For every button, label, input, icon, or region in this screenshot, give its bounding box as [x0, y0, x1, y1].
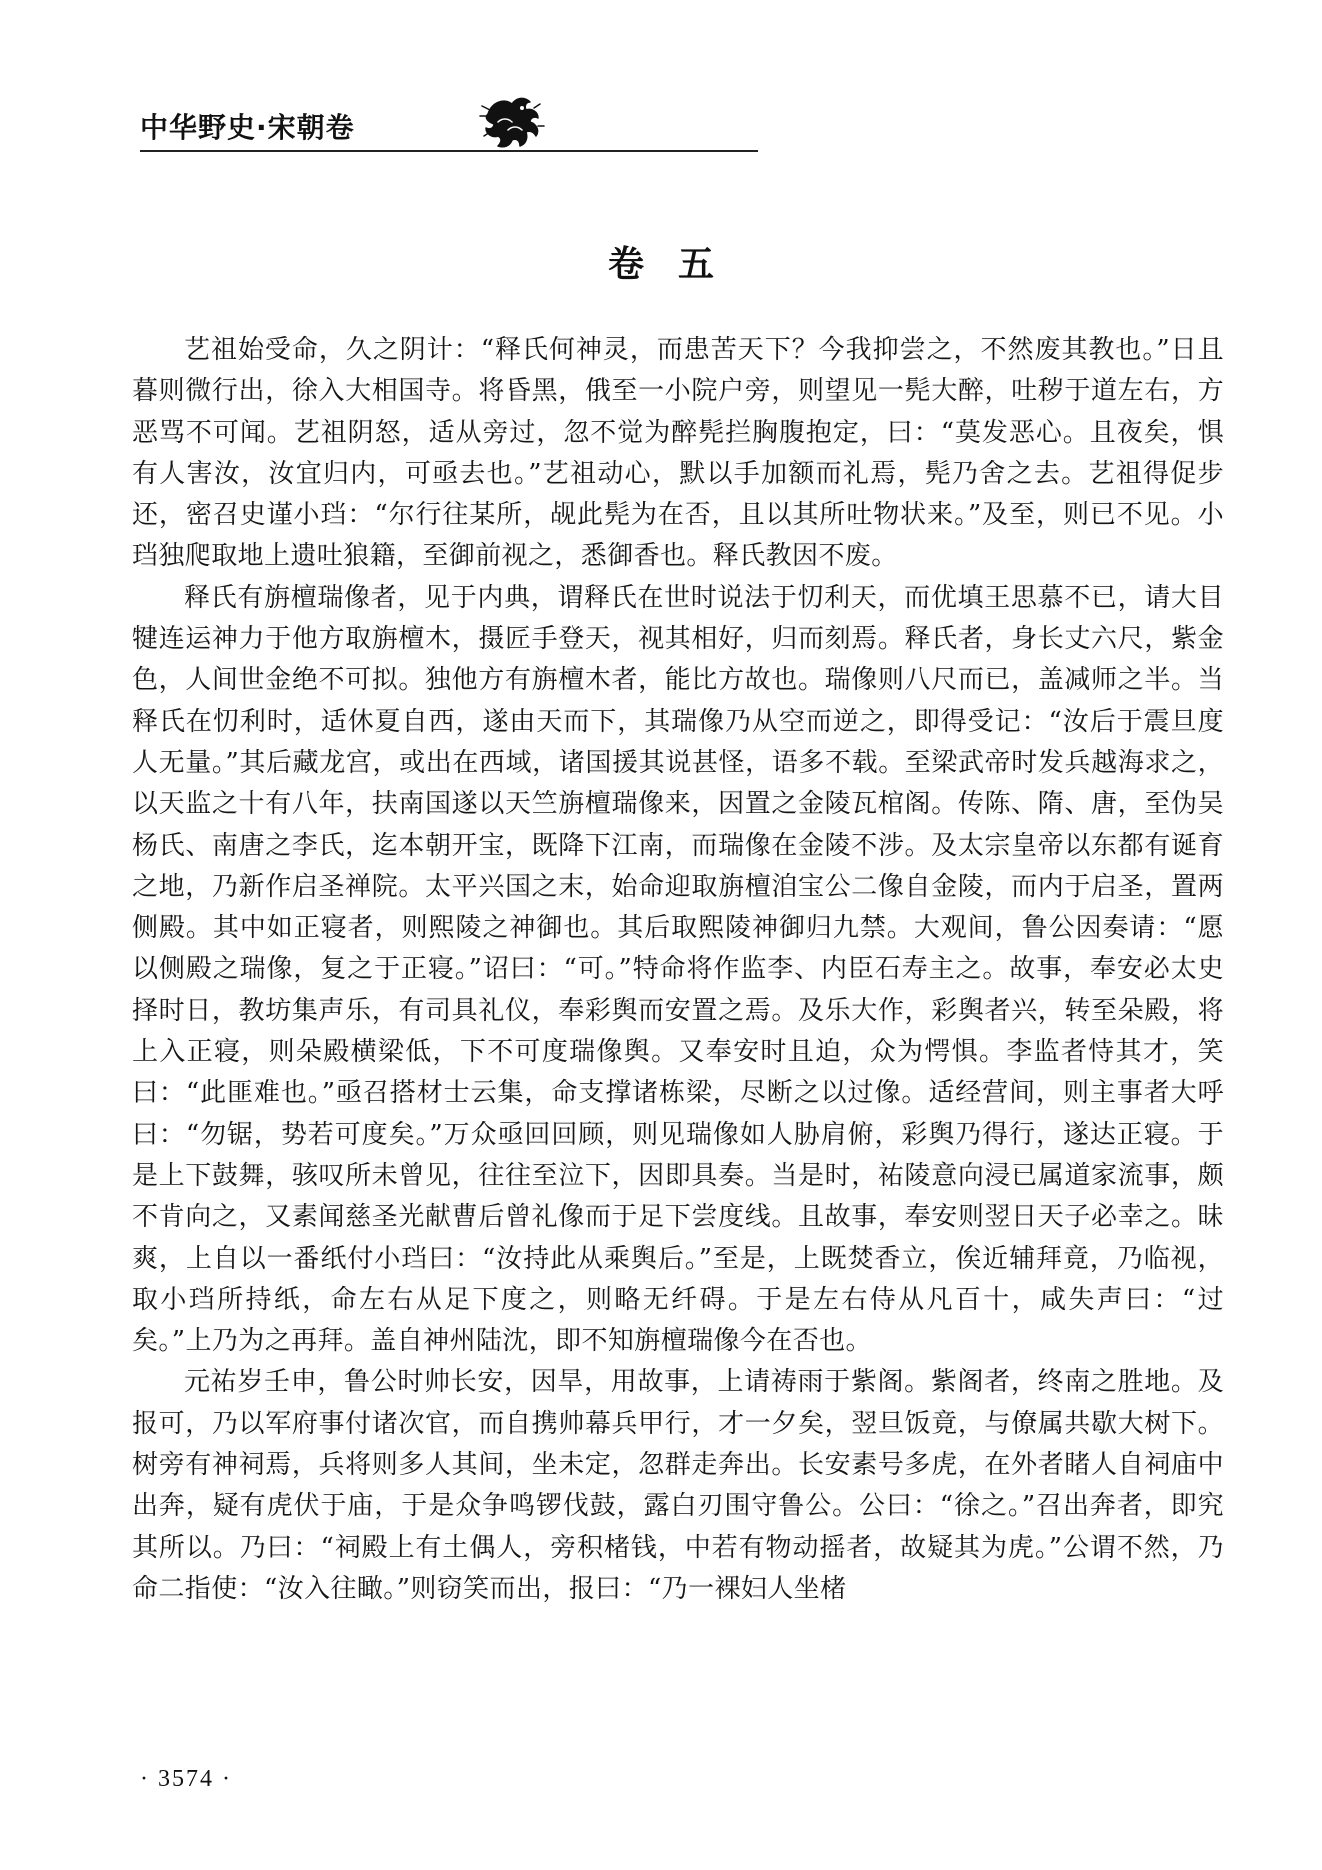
paragraph: 艺祖始受命，久之阴计：“释氏何神灵，而患苦天下？今我抑尝之，不然废其教也。”日且暮则微行出，徐入大相国寺。将昏黑，俄至一小院户旁，则望见一髡大醉，吐秽于道左右，方恶骂不可闻。艺祖阴怒，适从旁过，忽不觉为醉髡拦胸腹抱定，曰：“莫发恶心。且夜矣，惧有人害汝，汝宜归内，可亟去也。”艺祖动心，默以手加额而礼焉，髡乃舍之去。艺祖得促步还，密召史谨小珰：“尔行往某所，觇此髡为在否，且以其所吐物状来。”及至，则已不见。小珰独爬取地上遗吐狼籍，至御前视之，悉御香也。释氏教因不废。 [132, 335, 1224, 572]
paragraph: 元祐岁壬申，鲁公时帅长安，因旱，用故事，上请祷雨于紫阁。紫阁者，终南之胜地。及报可，乃以军府事付诸次官，而自携帅幕兵甲行，才一夕矣，翌旦饭竟，与僚属共歇大树下。树旁有神祠焉，兵将则多人其间，坐未定，忽群走奔出。长安素号多虎，在外者睹人自祠庙中出奔，疑有虎伏于庙，于是众争鸣锣伐鼓，露白刃围守鲁公。公曰：“徐之。”召出奔者，即究其所以。乃曰：“祠殿上有土偶人，旁积楮钱，中若有物动摇者，故疑其为虎。”公谓不然，乃命二指使：“汝入往瞰。”则窃笑而出，报曰：“乃一裸妇人坐楮 [132, 1367, 1224, 1604]
running-title: 中华野史·宋朝卷 [140, 111, 355, 144]
header-rule [140, 150, 758, 152]
dragon-emblem-icon [478, 92, 548, 152]
body-text [132, 330, 1224, 1610]
running-header [140, 92, 780, 154]
page-number: · 3574 · [140, 1766, 232, 1792]
paragraph: 释氏有旃檀瑞像者，见于内典，谓释氏在世时说法于忉利天，而优填王思慕不已，请大目犍连运神力于他方取旃檀木，摄匠手登天，视其相好，归而刻焉。释氏者，身长丈六尺，紫金色，人间世金绝不可拟。独他方有旃檀木者，能比方故也。瑞像则八尺而已，盖减师之半。当释氏在忉利时，适休夏自西，遂由天而下，其瑞像乃从空而逆之，即得受记：“汝后于震旦度人无量。”其后藏龙宫，或出在西域，诸国援其说甚怪，语多不载。至梁武帝时发兵越海求之，以天监之十有八年，扶南国遂以天竺旃檀瑞像来，因置之金陵瓦棺阁。传陈、隋、唐，至伪吴杨氏、南唐之李氏，迄本朝开宝，既降下江南，而瑞像在金陵不涉。及太宗皇帝以东都有诞育之地，乃新作启圣禅院。太平兴国之末，始命迎取旃檀洎宝公二像自金陵，而内于启圣，置两侧殿。其中如正寝者，则熙陵之神御也。其后取熙陵神御归九禁。大观间，鲁公因奏请：“愿以侧殿之瑞像，复之于正寝。”诏曰：“可。”特命将作监李、内臣石寿主之。故事，奉安必太史择时日，教坊集声乐，有司具礼仪，奉彩舆而安置之焉。及乐大作，彩舆者兴，转至朵殿，将上入正寝，则朵殿横梁低，下不可度瑞像舆。又奉安时且迫，众为愕惧。李监者恃其才，笑曰：“此匪难也。”亟召搭材士云集，命支撑诸栋梁，尽断之以过像。适经营间，则主事者大呼曰：“勿锯，势若可度矣。”万众亟回回顾，则见瑞像如人胁肩俯，彩舆乃得行，遂达正寝。于是上下鼓舞，骇叹所未曾见，往往至泣下，因即具奏。当是时，祐陵意向浸已属道家流事，颇不肯向之，又素闻慈圣光献曹后曾礼像而于足下尝度线。且故事，奉安则翌日天子必幸之。昧爽，上自以一番纸付小珰曰：“汝持此从乘舆后。”至是，上既焚香立，俟近辅拜竟，乃临视，取小珰所持纸，命左右从足下度之，则略无纤碍。于是左右侍从凡百十，咸失声曰：“过矣。”上乃为之再拜。盖自神州陆沈，即不知旃檀瑞像今在否也。 [132, 582, 1224, 1357]
chapter-title: 卷五 [607, 244, 748, 285]
